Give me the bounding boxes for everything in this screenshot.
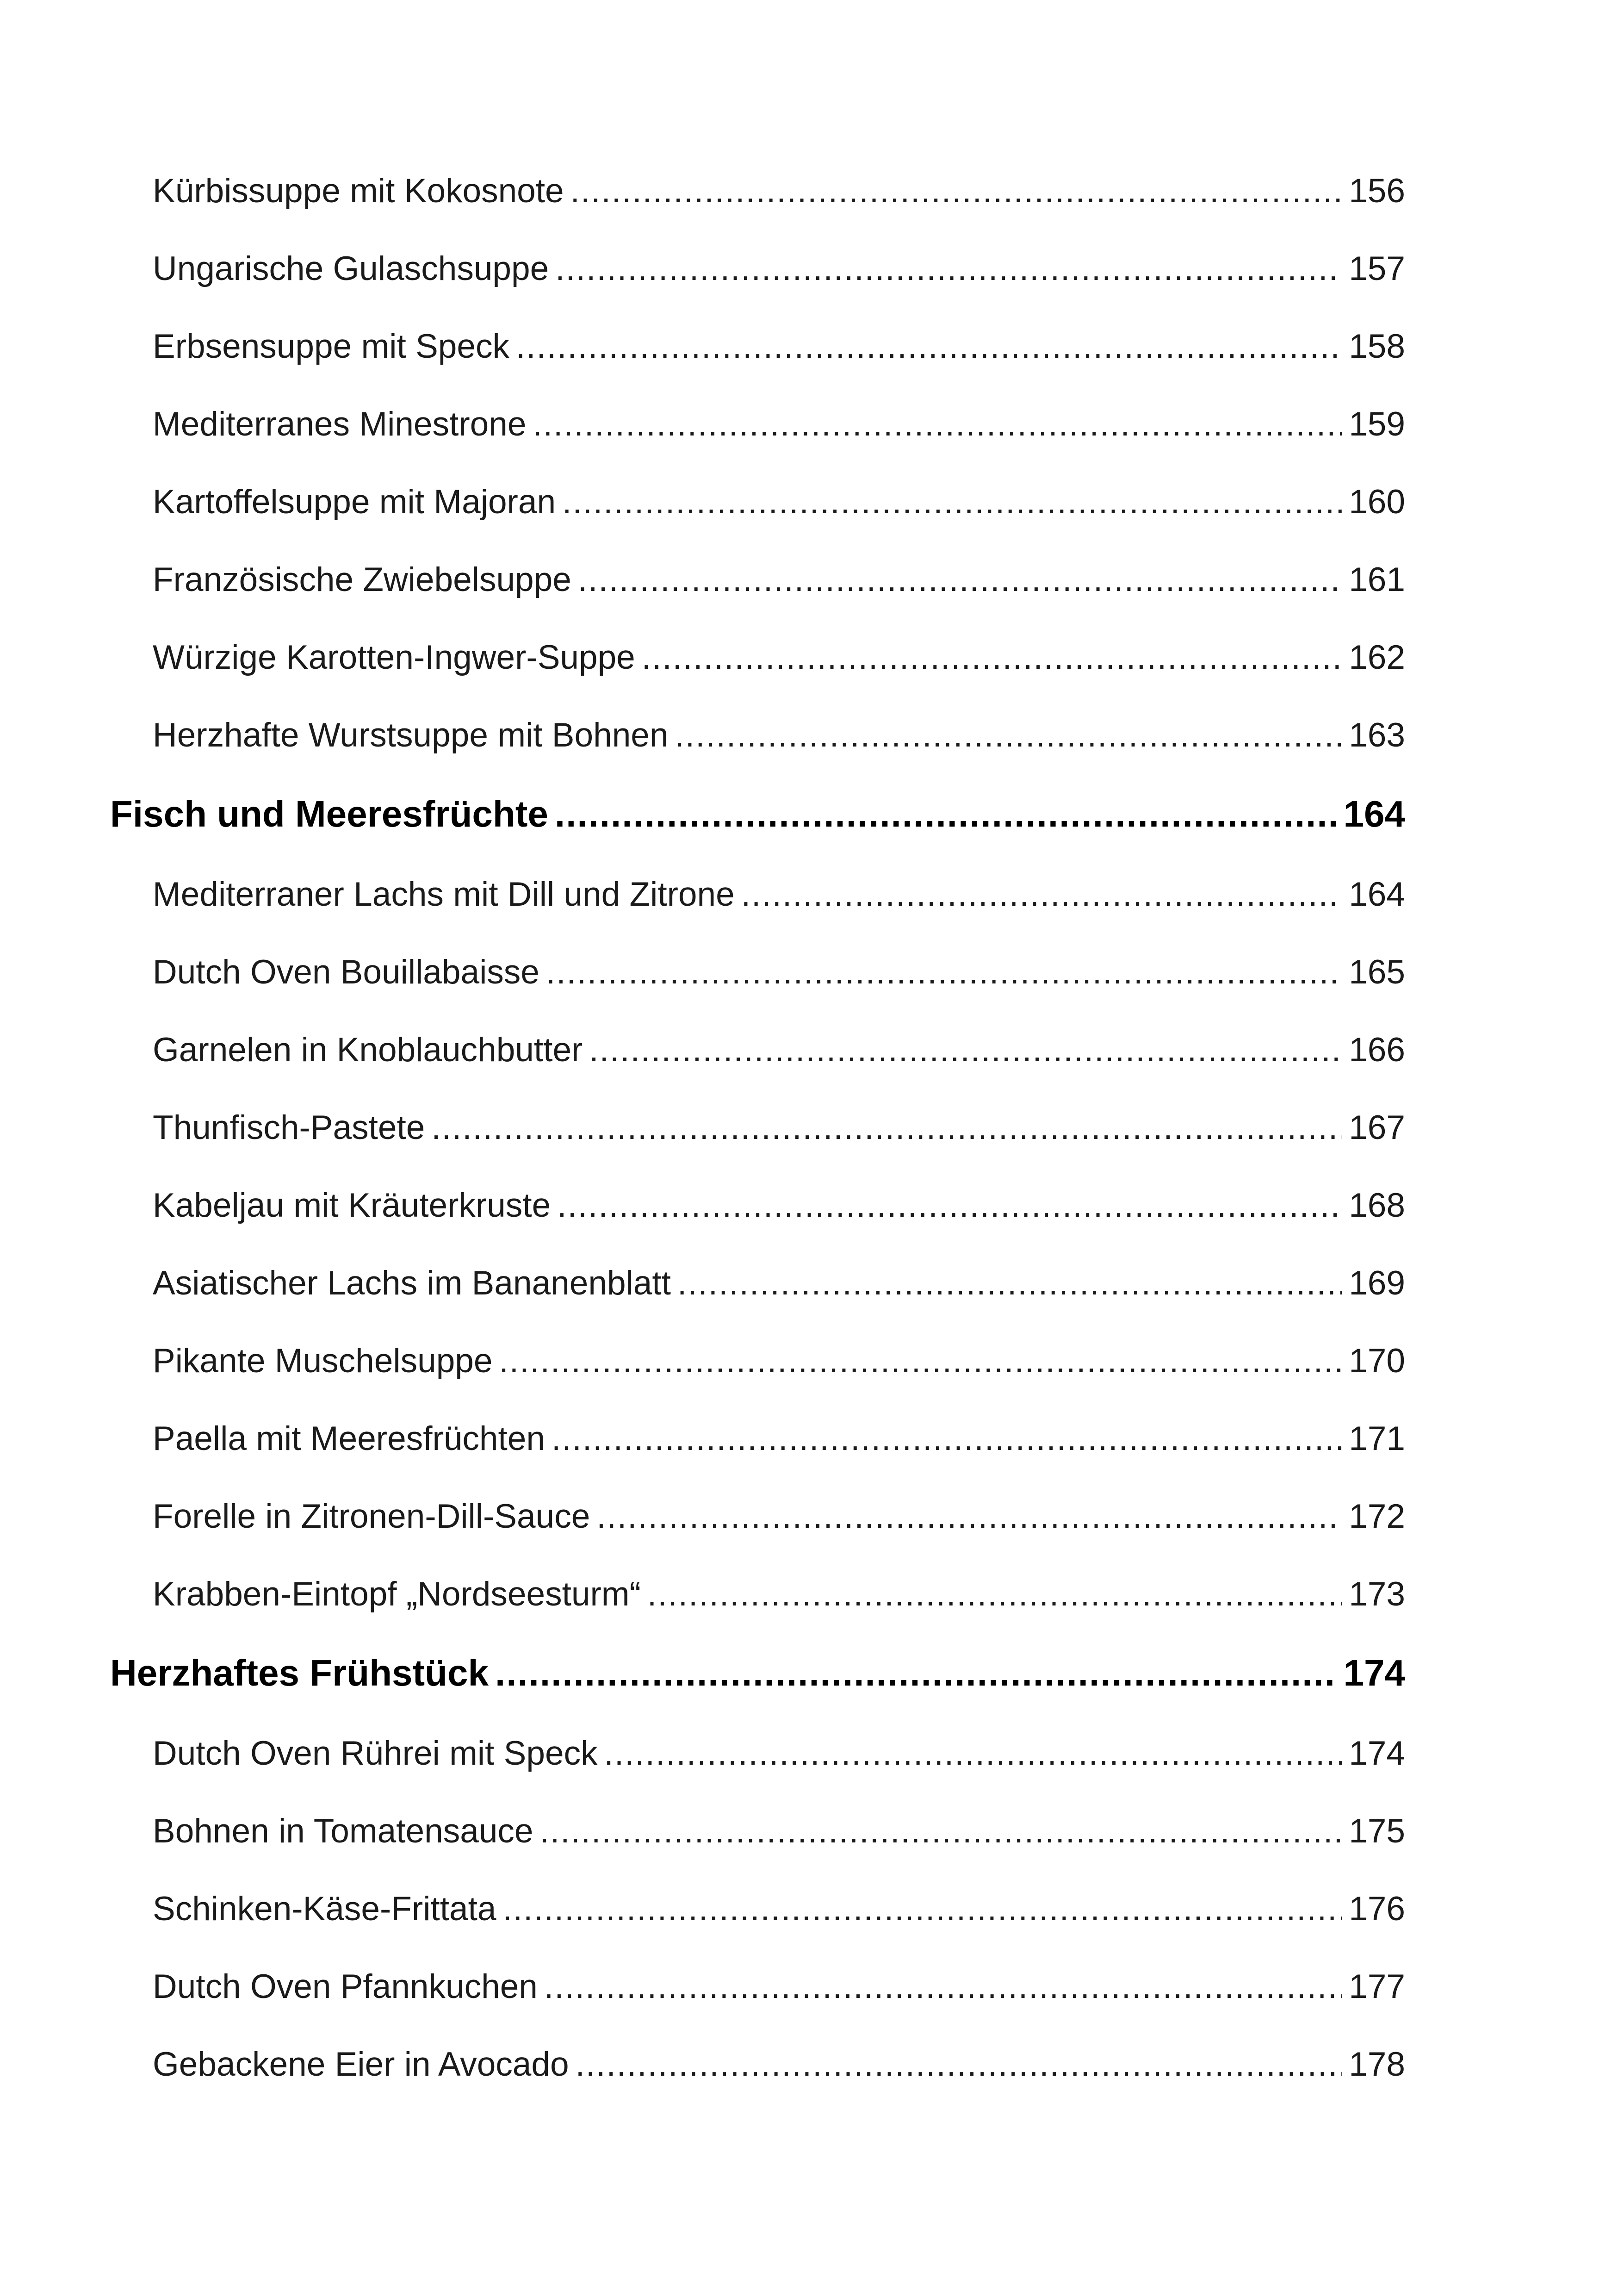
- toc-entry-title: Ungarische Gulaschsuppe: [153, 250, 549, 287]
- toc-entry[interactable]: [153, 1413, 1405, 1464]
- toc-entry[interactable]: [153, 321, 1405, 372]
- dot-leader: [596, 1491, 1342, 1542]
- toc-entry-title: Mediterranes Minestrone: [153, 405, 527, 443]
- toc-entry[interactable]: [153, 869, 1405, 920]
- toc-entry-page: 178: [1349, 2046, 1405, 2083]
- toc-entry-page: 157: [1349, 250, 1405, 287]
- dot-leader: [546, 947, 1342, 998]
- toc-entry-title: Würzige Karotten-Ingwer-Suppe: [153, 639, 635, 676]
- dot-leader: [675, 710, 1343, 761]
- dot-leader: [544, 1961, 1342, 2012]
- toc-entry-title: Mediterraner Lachs mit Dill und Zitrone: [153, 876, 735, 913]
- toc-entry-page: 170: [1349, 1342, 1405, 1380]
- toc-entry-page: 160: [1349, 483, 1405, 521]
- toc-entry[interactable]: [153, 477, 1405, 528]
- toc-entry[interactable]: [153, 1806, 1405, 1857]
- toc-section-page: 174: [1343, 1652, 1405, 1693]
- toc-entry-title: Kabeljau mit Kräuterkruste: [153, 1187, 551, 1224]
- toc-section-title: Fisch und Meeresfrüchte: [110, 793, 548, 834]
- dot-leader: [642, 632, 1342, 683]
- dot-leader: [431, 1102, 1342, 1153]
- dot-leader: [570, 166, 1343, 217]
- toc-entry[interactable]: [153, 1961, 1405, 2012]
- toc-entry[interactable]: [153, 1728, 1405, 1779]
- toc-entry-page: 164: [1349, 876, 1405, 913]
- dot-leader: [502, 1884, 1342, 1935]
- toc-entry-page: 161: [1349, 561, 1405, 598]
- toc-entry[interactable]: [153, 2039, 1405, 2090]
- toc-entry-title: Schinken-Käse-Frittata: [153, 1890, 496, 1928]
- toc-entry-page: 163: [1349, 716, 1405, 754]
- toc-entry-title: Erbsensuppe mit Speck: [153, 328, 509, 365]
- dot-leader: [540, 1806, 1343, 1857]
- toc-entry[interactable]: [153, 632, 1405, 683]
- toc-entry-title: Dutch Oven Bouillabaisse: [153, 953, 539, 991]
- toc-section-page: 164: [1343, 793, 1405, 834]
- toc-entry[interactable]: [153, 947, 1405, 998]
- dot-leader: [557, 1180, 1342, 1231]
- dot-leader: [495, 1648, 1337, 1699]
- toc-entry-title: Bohnen in Tomatensauce: [153, 1812, 533, 1850]
- toc-entry[interactable]: [153, 1258, 1405, 1309]
- toc-entry-title: Garnelen in Knoblauchbutter: [153, 1031, 583, 1069]
- toc-section-heading[interactable]: [110, 1648, 1405, 1699]
- dot-leader: [677, 1258, 1342, 1309]
- toc-entry[interactable]: [153, 1102, 1405, 1153]
- toc-entry[interactable]: [153, 166, 1405, 217]
- toc-entry[interactable]: [153, 243, 1405, 294]
- toc-entry-title: Forelle in Zitronen-Dill-Sauce: [153, 1498, 590, 1535]
- toc-entry-page: 174: [1349, 1735, 1405, 1772]
- toc-entry-title: Kartoffelsuppe mit Majoran: [153, 483, 556, 521]
- toc-entry-page: 168: [1349, 1187, 1405, 1224]
- toc-entry-page: 159: [1349, 405, 1405, 443]
- toc-entry[interactable]: [153, 1491, 1405, 1542]
- toc-entry-title: Dutch Oven Pfannkuchen: [153, 1968, 538, 2005]
- dot-leader: [647, 1569, 1342, 1620]
- toc-entry-title: Französische Zwiebelsuppe: [153, 561, 571, 598]
- toc-entry-page: 171: [1349, 1420, 1405, 1457]
- toc-entry-title: Asiatischer Lachs im Bananenblatt: [153, 1264, 671, 1302]
- toc-entry[interactable]: [153, 1025, 1405, 1076]
- dot-leader: [741, 869, 1342, 920]
- toc-entry-page: 162: [1349, 639, 1405, 676]
- toc-entry-page: 173: [1349, 1575, 1405, 1613]
- dot-leader: [516, 321, 1342, 372]
- toc-entry-title: Kürbissuppe mit Kokosnote: [153, 172, 564, 210]
- toc-entry-page: 166: [1349, 1031, 1405, 1069]
- toc-entry-title: Krabben-Eintopf „Nordseesturm“: [153, 1575, 641, 1613]
- toc-entry[interactable]: [153, 1884, 1405, 1935]
- toc-entry[interactable]: [153, 399, 1405, 450]
- dot-leader: [562, 477, 1342, 528]
- dot-leader: [576, 2039, 1343, 2090]
- toc-entry-title: Herzhafte Wurstsuppe mit Bohnen: [153, 716, 669, 754]
- dot-leader: [555, 243, 1342, 294]
- toc-entry-page: 175: [1349, 1812, 1405, 1850]
- toc-entry[interactable]: [153, 710, 1405, 761]
- toc-entry[interactable]: [153, 1569, 1405, 1620]
- toc-entry-page: 156: [1349, 172, 1405, 210]
- toc-entry[interactable]: [153, 1180, 1405, 1231]
- toc-entry-page: 172: [1349, 1498, 1405, 1535]
- toc-entry-title: Pikante Muschelsuppe: [153, 1342, 493, 1380]
- toc-entry-page: 165: [1349, 953, 1405, 991]
- toc-entry-title: Gebackene Eier in Avocado: [153, 2046, 569, 2083]
- toc-section-heading[interactable]: [110, 789, 1405, 840]
- toc-entry[interactable]: [153, 1336, 1405, 1387]
- toc-entry-page: 177: [1349, 1968, 1405, 2005]
- dot-leader: [555, 789, 1337, 840]
- dot-leader: [552, 1413, 1342, 1464]
- toc-entry-title: Thunfisch-Pastete: [153, 1109, 425, 1146]
- dot-leader: [499, 1336, 1343, 1387]
- toc-entry-page: 169: [1349, 1264, 1405, 1302]
- toc-section-title: Herzhaftes Frühstück: [110, 1652, 489, 1693]
- dot-leader: [578, 554, 1342, 605]
- toc-entry-page: 158: [1349, 328, 1405, 365]
- toc-entry-title: Paella mit Meeresfrüchten: [153, 1420, 545, 1457]
- dot-leader: [533, 399, 1342, 450]
- toc-entry-title: Dutch Oven Rührei mit Speck: [153, 1735, 598, 1772]
- toc-entry[interactable]: [153, 554, 1405, 605]
- toc-entry-page: 167: [1349, 1109, 1405, 1146]
- toc-entry-page: 176: [1349, 1890, 1405, 1928]
- dot-leader: [604, 1728, 1343, 1779]
- dot-leader: [589, 1025, 1342, 1076]
